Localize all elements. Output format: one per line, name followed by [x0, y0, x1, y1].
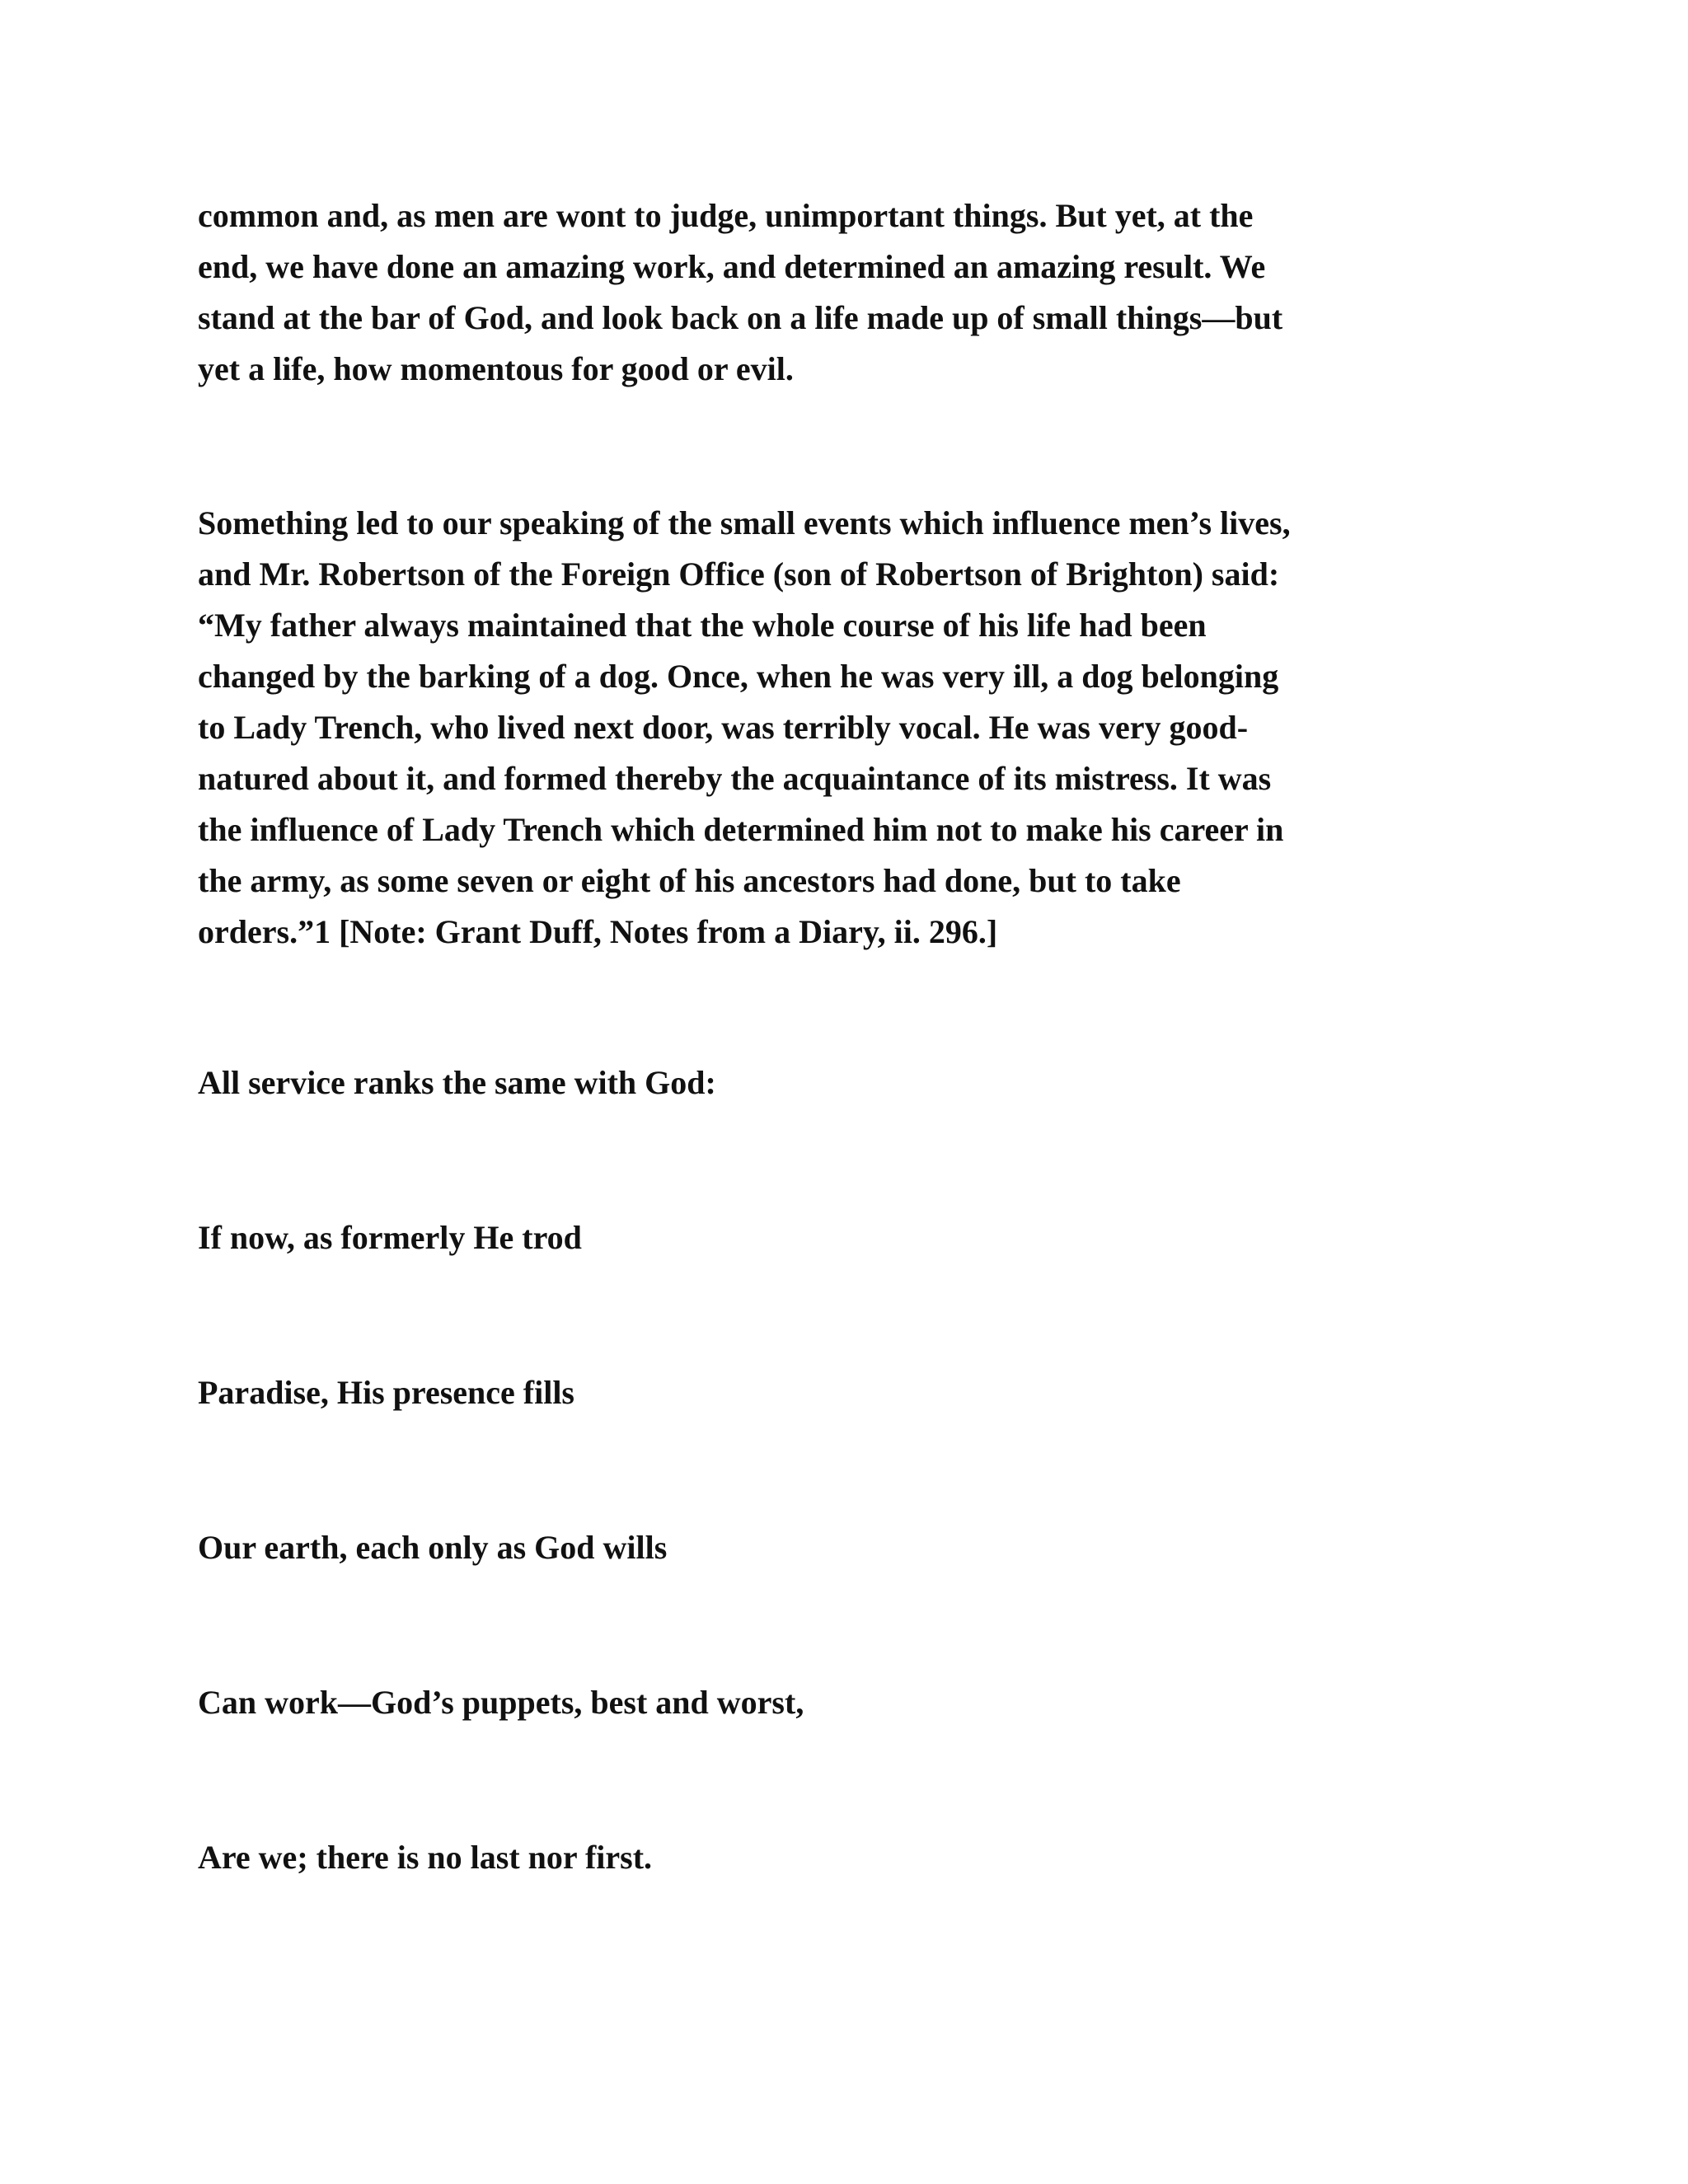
paragraph-line: orders.”1 [Note: Grant Duff, Notes from a Diary, ii. 296.]	[198, 913, 998, 950]
paragraph-line: “My father always maintained that the whole course of his life had been	[198, 607, 1207, 644]
paragraph-line: changed by the barking of a dog. Once, when he was very ill, a dog belonging	[198, 658, 1279, 695]
paragraph-line: the army, as some seven or eight of his ancestors had done, but to take	[198, 862, 1181, 899]
verse-line-1: All service ranks the same with God:	[198, 1064, 716, 1101]
paragraph-line: natured about it, and formed thereby the acquaintance of its mistress. It was	[198, 760, 1272, 797]
paragraph-line: yet a life, how momentous for good or evil.	[198, 350, 794, 387]
verse-line-4: Our earth, each only as God wills	[198, 1529, 668, 1566]
paragraph-line: common and, as men are wont to judge, unimportant things. But yet, at the	[198, 197, 1254, 234]
verse-line-5: Can work—God’s puppets, best and worst,	[198, 1684, 804, 1721]
paragraph-line: stand at the bar of God, and look back on a life made up of small things—but	[198, 299, 1283, 336]
paragraph-1	[198, 190, 1508, 395]
paragraph-line: the influence of Lady Trench which determined him not to make his career in	[198, 811, 1284, 848]
verse-line-6: Are we; there is no last nor first.	[198, 1839, 653, 1876]
paragraph-line: Something led to our speaking of the small events which influence men’s lives,	[198, 504, 1291, 541]
paragraph-2	[198, 498, 1508, 958]
verse-line-2: If now, as formerly He trod	[198, 1219, 582, 1256]
paragraph-line: end, we have done an amazing work, and determined an amazing result. We	[198, 248, 1266, 285]
paragraph-line: to Lady Trench, who lived next door, was terribly vocal. He was very good-	[198, 709, 1249, 746]
verse-line-3: Paradise, His presence fills	[198, 1374, 574, 1411]
paragraph-line: and Mr. Robertson of the Foreign Office (son of Robertson of Brighton) said:	[198, 555, 1280, 593]
